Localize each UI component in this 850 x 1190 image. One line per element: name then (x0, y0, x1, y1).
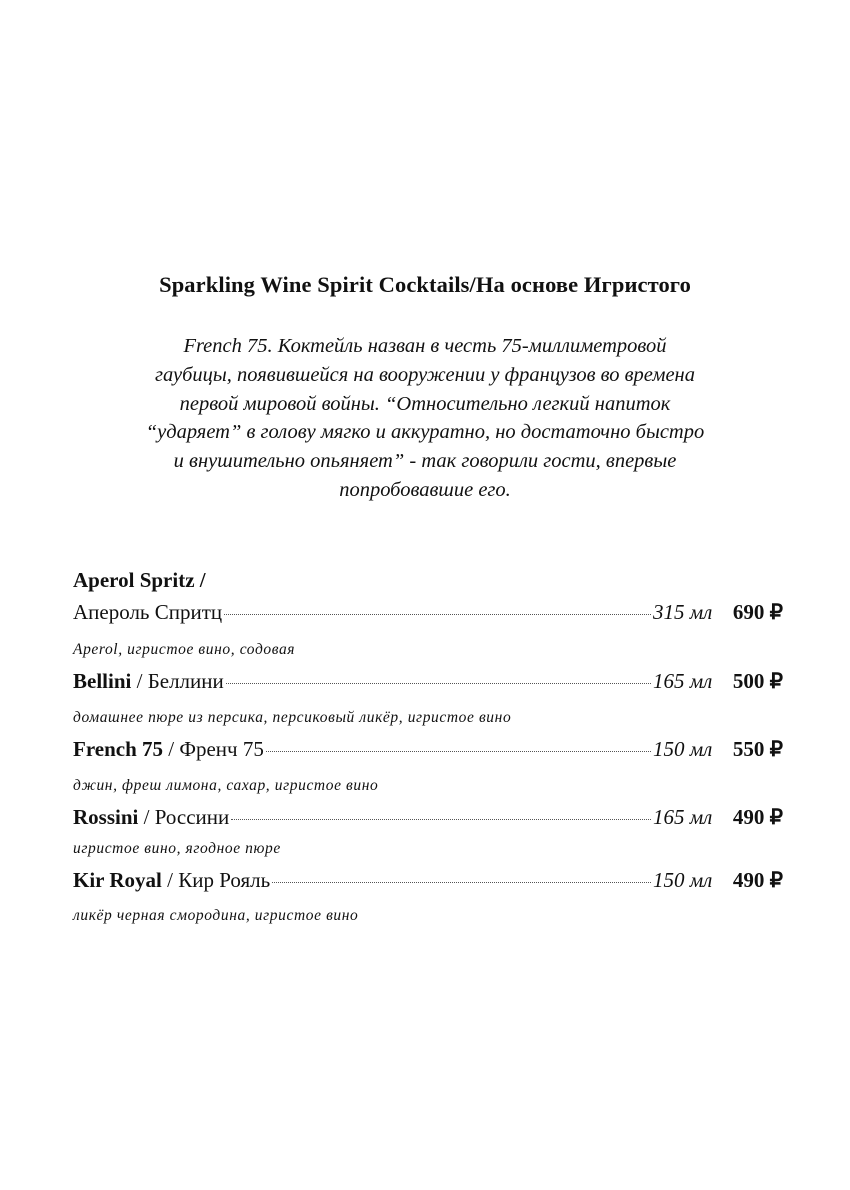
menu-item (73, 868, 783, 896)
intro-line: French 75. Коктейль назван в честь 75-миллиметровой (183, 335, 667, 357)
menu-item-name-en: Bellini (73, 669, 132, 693)
menu-item-volume: 150 мл (653, 737, 713, 761)
menu-item-price: 550 ₽ (732, 737, 783, 761)
dot-leader (224, 614, 651, 615)
dot-leader (266, 751, 651, 752)
menu-item-description: игристое вино, ягодное пюре (73, 840, 281, 857)
menu-item-volume: 165 мл (653, 669, 713, 693)
menu-item (73, 669, 783, 697)
intro-paragraph (90, 332, 760, 505)
section-title: Sparkling Wine Spirit Cocktails/На основе Игристого (159, 272, 691, 297)
menu-item-name-ru: / Кир Рояль (161, 868, 271, 892)
dot-leader (226, 683, 651, 684)
menu-item-volume: 150 мл (653, 868, 713, 892)
menu-item-name-ru: / Россини (138, 805, 230, 829)
menu-item-name-ru: / Беллини (131, 669, 224, 693)
intro-line: гаубицы, появившейся на вооружении у французов во времена (155, 363, 695, 386)
menu-item-name (73, 737, 264, 762)
menu-item-volume: 165 мл (653, 805, 713, 829)
menu-item-name (73, 868, 270, 893)
menu-item-header: Aperol Spritz / (73, 568, 206, 592)
menu-item-price: 500 ₽ (732, 669, 783, 693)
menu-item-volume: 315 мл (653, 600, 713, 624)
menu-item-description: джин, фреш лимона, сахар, игристое вино (73, 777, 379, 794)
menu-item-name-ru: Апероль Спритц (73, 600, 223, 624)
menu-item-name (73, 600, 222, 625)
menu-item-name-ru: / Френч 75 (163, 737, 264, 761)
intro-line: попробовавшие его. (339, 478, 511, 501)
menu-item-description: ликёр черная смородина, игристое вино (73, 907, 359, 924)
menu-item-description: Aperol, игристое вино, содовая (73, 641, 296, 658)
menu-item (73, 737, 783, 765)
menu-item-description: домашнее пюре из персика, персиковый ликёр, игристое вино (73, 709, 512, 726)
menu-item-name-en: Rossini (73, 805, 139, 829)
menu-item-name (73, 669, 224, 694)
menu-item (73, 600, 783, 628)
menu-item (73, 805, 783, 833)
menu-item-price: 490 ₽ (732, 868, 783, 892)
menu-item-name (73, 805, 229, 830)
dot-leader (272, 882, 651, 883)
dot-leader (231, 819, 651, 820)
intro-line: “ударяет” в голову мягко и аккуратно, но достаточно быстро (145, 421, 705, 444)
menu-item-name-en: French 75 (73, 737, 164, 761)
intro-line: и внушительно опьяняет” - так говорили гости, впервые (173, 450, 677, 473)
intro-line: первой мировой войны. “Относительно легкий напиток (179, 392, 671, 415)
menu-item-name-en: Kir Royal (73, 868, 162, 892)
menu-item-price: 690 ₽ (732, 600, 783, 624)
menu-item-price: 490 ₽ (732, 805, 783, 829)
